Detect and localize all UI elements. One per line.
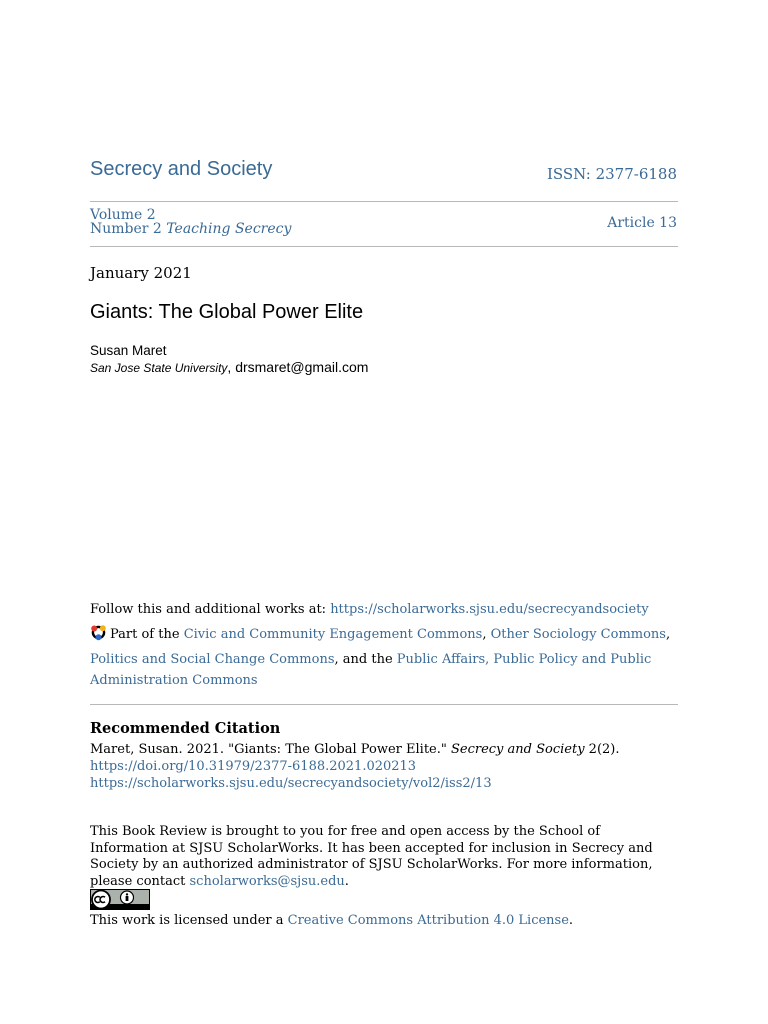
license-link[interactable]: Creative Commons Attribution 4.0 License: [287, 913, 569, 928]
license-prefix: This work is licensed under a: [90, 913, 288, 928]
citation-volume: 2(2).: [584, 742, 620, 757]
network-icon: [90, 624, 107, 649]
license-line: [90, 913, 573, 928]
commons-link-civic[interactable]: Civic and Community Engagement Commons: [183, 627, 483, 642]
issue-link[interactable]: [90, 222, 291, 236]
divider: [90, 704, 678, 705]
issue-number: Number 2: [90, 221, 162, 237]
author-name: Susan Maret: [90, 343, 167, 358]
issn: ISSN: 2377-6188: [546, 165, 677, 183]
divider: [90, 201, 678, 202]
article-number[interactable]: Article 13: [607, 215, 677, 231]
author-email[interactable]: drsmaret@gmail.com: [235, 359, 369, 375]
license-end: .: [568, 913, 574, 928]
citation-body: Maret, Susan. 2021. "Giants: The Global Power Elite.": [90, 742, 451, 757]
part-of-prefix: Part of the: [110, 627, 184, 642]
separator: ,: [482, 627, 491, 642]
divider: [90, 246, 678, 247]
citation-url-link[interactable]: https://scholarworks.sjsu.edu/secrecyandsociety/vol2/iss2/13: [90, 776, 492, 791]
citation-text: [90, 741, 650, 792]
affiliation-separator: ,: [227, 359, 236, 375]
affiliation-name: San Jose State University: [90, 361, 228, 375]
cc-by-badge-icon[interactable]: [90, 889, 150, 914]
part-of-line: [90, 624, 680, 692]
separator: , and the: [334, 651, 397, 667]
follow-text: Follow this and additional works at:: [90, 602, 331, 617]
journal-title[interactable]: Secrecy and Society: [90, 158, 273, 180]
author-affiliation: [90, 359, 368, 375]
notice-text: This Book Review is brought to you for free and open access by the School of Information at SJSU ScholarWorks. It has been accepted for inclusion in Secrecy and Society by an authorized administrator of SJSU ScholarWorks. For more information, please contact: [90, 824, 653, 889]
commons-link-politics[interactable]: Politics and Social Change Commons: [90, 651, 335, 667]
access-notice: [90, 824, 680, 890]
issue-title: Teaching Secrecy: [166, 221, 292, 237]
volume-link[interactable]: Volume 2: [90, 207, 156, 223]
separator: ,: [665, 627, 671, 642]
contact-email-link[interactable]: scholarworks@sjsu.edu: [189, 873, 345, 889]
commons-link-sociology[interactable]: Other Sociology Commons: [490, 627, 666, 642]
follow-link[interactable]: https://scholarworks.sjsu.edu/secrecyandsociety: [330, 602, 649, 617]
citation-doi-link[interactable]: https://doi.org/10.31979/2377-6188.2021.020213: [90, 759, 417, 774]
citation-heading: Recommended Citation: [90, 720, 281, 737]
publication-date: January 2021: [90, 264, 192, 282]
follow-line: [90, 602, 649, 617]
notice-end: .: [344, 873, 349, 889]
commons-link-public-affairs[interactable]: Public Affairs, Public Policy and Public Administration Commons: [90, 651, 652, 688]
citation-journal: Secrecy and Society: [450, 742, 585, 757]
paper-title: Giants: The Global Power Elite: [90, 301, 364, 323]
